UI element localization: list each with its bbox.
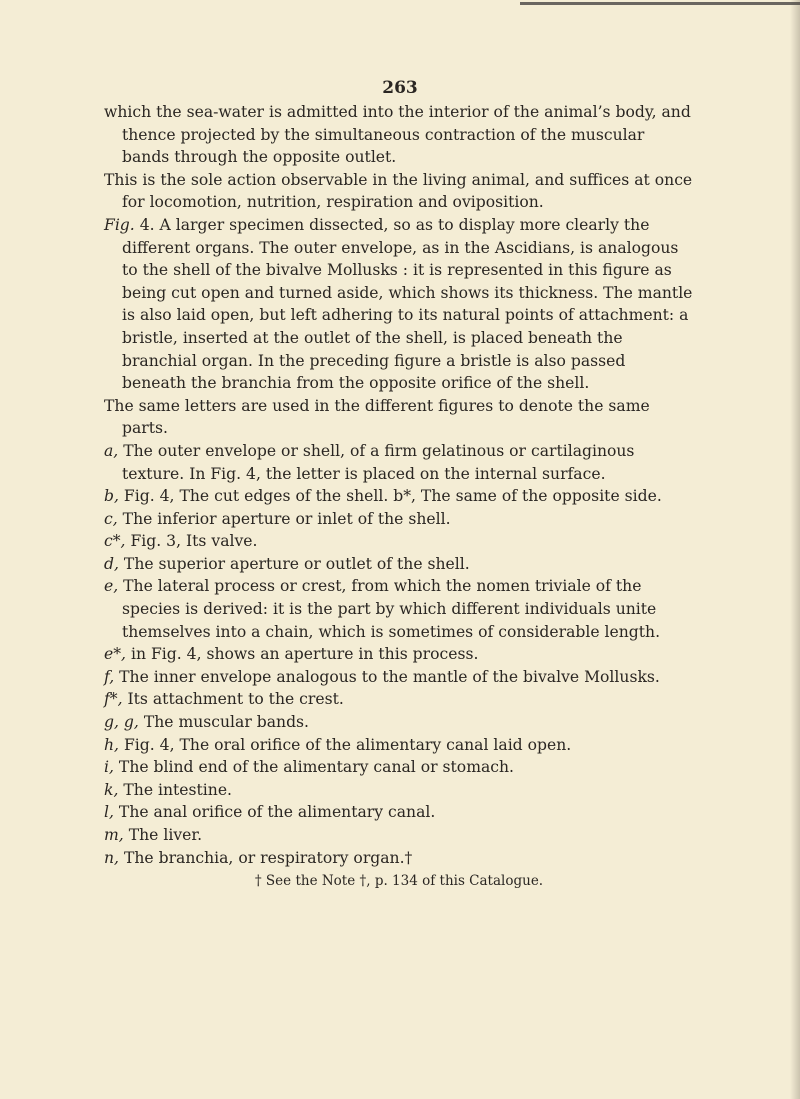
paragraph: which the sea-water is admitted into the interior of the animal’s body, and thence projected by the simultaneous contraction of the muscular bands through the opposite outlet. (104, 103, 691, 167)
paragraph: This is the sole action observable in the living animal, and suffices at once for locomotion, nutrition, respiration and oviposition. (104, 170, 693, 212)
legend-item: n, The branchia, or respiratory organ.† (104, 848, 413, 867)
top-rule (520, 2, 800, 5)
page-number: 263 (382, 78, 418, 98)
legend-item: h, Fig. 4, The oral orifice of the alimentary canal laid open. (104, 735, 572, 754)
legend-item: f, The inner envelope analogous to the mantle of the bivalve Mollusks. (104, 667, 660, 686)
legend-item: l, The anal orifice of the alimentary canal. (104, 803, 436, 822)
legend-item: e*, in Fig. 4, shows an aperture in this process. (104, 645, 479, 664)
footnote: † See the Note †, p. 134 of this Catalogue. (254, 873, 544, 890)
legend-item: m, The liver. (104, 826, 203, 844)
page-edge-shadow (790, 0, 800, 1099)
legend-item: c, The inferior aperture or inlet of the shell. (104, 509, 451, 528)
legend-item: e, The lateral process or crest, from which the nomen triviale of the species is derived: it is the part by which different individuals unite themselves into a chain, which is sometimes of considerable length. (104, 577, 661, 641)
legend-item: i, The blind end of the alimentary canal or stomach. (104, 758, 515, 777)
legend-item: b, Fig. 4, The cut edges of the shell. b*, The same of the opposite side. (104, 487, 662, 506)
paragraph: The same letters are used in the different figures to denote the same parts. (104, 396, 650, 438)
legend-item: g, g, The muscular bands. (104, 713, 310, 732)
legend-item: a, The outer envelope or shell, of a firm gelatinous or cartilaginous texture. In Fig. 4, the letter is placed on the internal surface. (104, 441, 635, 483)
legend-item: f*, Its attachment to the crest. (104, 690, 344, 709)
paragraph: Fig. 4. A larger specimen dissected, so as to display more clearly the different organs. The outer envelope, as in the Ascidians, is analogous to the shell of the bivalve Mollusks : it is represented in this figure as being cut open and turned aside, which shows its thickness. The mantle is also laid open, but left adhering to its natural points of attachment: a bristle, inserted at the outlet of the shell, is placed beneath the branchial organ. In the preceding figure a bristle is also passed beneath the branchia from the opposite orifice of the shell. (104, 215, 693, 393)
legend-item: c*, Fig. 3, Its valve. (104, 532, 258, 551)
page-body (104, 101, 694, 893)
legend-item: d, The superior aperture or outlet of the shell. (104, 554, 470, 573)
legend-item: k, The intestine. (104, 780, 233, 799)
